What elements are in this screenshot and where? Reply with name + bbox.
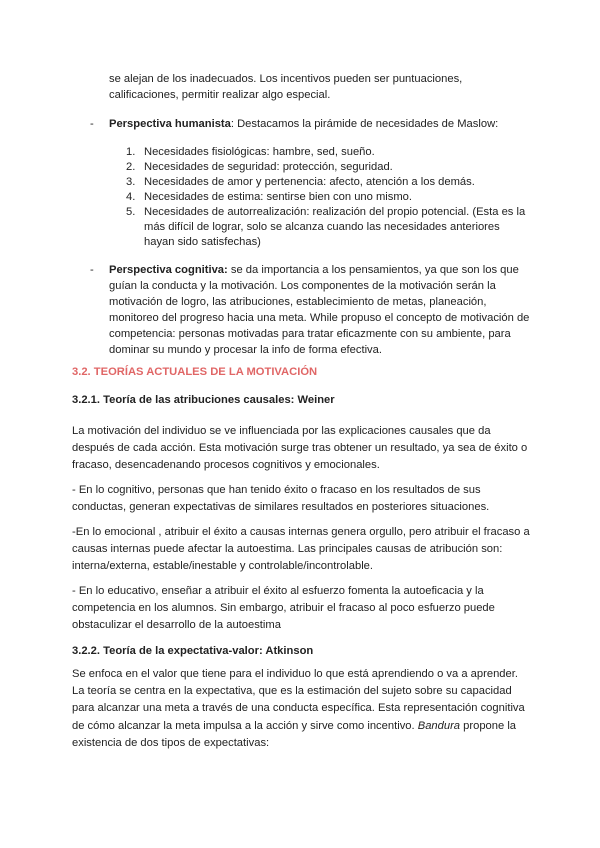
maslow-item-4: Necesidades de estima: sentirse bien con uno mismo. bbox=[144, 191, 413, 203]
sub2-line-1: Se enfoca en el valor que tiene para el individuo lo que está aprendiendo o va a aprender. bbox=[72, 668, 518, 680]
sub2-heading: 3.2.2. Teoría de la expectativa-valor: Atkinson bbox=[72, 645, 314, 657]
section-heading: 3.2. TEORÍAS ACTUALES DE LA MOTIVACIÓN bbox=[72, 366, 318, 378]
cognitiva-line-3: motivación de logro, las atribuciones, establecimiento de metas, planeación, bbox=[109, 296, 487, 308]
cognitiva-line-6: dominar su mundo y procesar la info de forma efectiva. bbox=[109, 344, 382, 356]
sub2-line-4-rest: propone la bbox=[460, 719, 517, 732]
sub1-paragraph-3 bbox=[72, 524, 532, 576]
sub1-p4-line-1: - En lo educativo, enseñar a atribuir el éxito al esfuerzo fomenta la autoeficacia y la bbox=[72, 585, 484, 597]
humanista-line bbox=[109, 116, 498, 132]
sub1-paragraph-1 bbox=[72, 423, 532, 475]
sub2-line-4-text: de cómo alcanzar la meta impulsa a la acción y sirve como incentivo. bbox=[72, 719, 415, 732]
sub1-p3-line-3: interna/externa, estable/inestable y controlable/incontrolable. bbox=[72, 560, 374, 573]
sub1-p2-line-1: - En lo cognitivo, personas que han tenido éxito o fracaso en los resultados de sus bbox=[72, 484, 481, 496]
humanista-bullet: - bbox=[90, 118, 94, 130]
sub2-line-5: existencia de dos tipos de expectativas: bbox=[72, 736, 270, 749]
maslow-item-3: Necesidades de amor y pertenencia: afecto, atención a los demás. bbox=[144, 176, 475, 188]
maslow-num-1: 1. bbox=[126, 146, 136, 158]
cognitiva-label: Perspectiva cognitiva: bbox=[109, 264, 228, 276]
humanista-text: : Destacamos la pirámide de necesidades de Maslow: bbox=[230, 118, 499, 130]
maslow-item-5-line-1: Necesidades de autorrealización: realización del propio potencial. (Esta es la bbox=[144, 206, 526, 218]
cognitiva-line-5: competencia: personas motivadas para tratar eficazmente con su ambiente, para bbox=[109, 328, 511, 340]
cognitiva-bullet: - bbox=[90, 264, 94, 276]
sub1-p1-line-1: La motivación del individuo se ve influenciada por las explicaciones causales que da bbox=[72, 425, 491, 437]
sub1-p3-line-2: causas internas puede afectar la autoestima. Las principales causas de atribución son: bbox=[72, 543, 503, 556]
maslow-num-2: 2. bbox=[126, 161, 136, 173]
maslow-item-1: Necesidades fisiológicas: hambre, sed, sueño. bbox=[144, 146, 375, 158]
cognitiva-first-rest: se da importancia a los pensamientos, ya que son los que bbox=[227, 264, 519, 276]
sub1-paragraph-2 bbox=[72, 482, 532, 516]
maslow-num-4: 4. bbox=[126, 191, 136, 203]
sub1-p3-line-1: -En lo emocional , atribuir el éxito a causas internas genera orgullo, pero atribuir el fracaso a bbox=[72, 526, 530, 538]
maslow-item-5-line-3: hayan sido satisfechas) bbox=[144, 236, 261, 248]
maslow-item-5-line-2: más difícil de lograr, solo se alcanza cuando las necesidades anteriores bbox=[144, 221, 500, 233]
sub2-line-2: La teoría se centra en la expectativa, que es la estimación del sujeto sobre su capacidad bbox=[72, 685, 512, 698]
sub2-line-4 bbox=[72, 718, 532, 735]
sub2-line-3: para alcanzar una meta a través de una conducta específica. Esta representación cognitiva bbox=[72, 702, 525, 715]
maslow-item-2: Necesidades de seguridad: protección, seguridad. bbox=[144, 161, 393, 173]
cognitiva-line-4: monitoreo del progreso hacia una meta. While propuso el concepto de motivación de bbox=[109, 312, 530, 324]
maslow-num-3: 3. bbox=[126, 176, 136, 188]
sub1-p4-line-3: obstaculizar el desarrollo de la autoestima bbox=[72, 619, 281, 632]
cognitiva-line-2: guían la conducta y la motivación. Los componentes de la motivación serán la bbox=[109, 280, 496, 292]
sub1-p2-line-2: conductas, generan expectativas de similares resultados en posteriores situaciones. bbox=[72, 501, 490, 514]
sub1-paragraph-4 bbox=[72, 583, 532, 635]
sub1-p1-line-2: después de cada acción. Esta motivación surge tras obtener un resultado, ya sea de éxito o bbox=[72, 442, 528, 455]
humanista-label: Perspectiva humanista bbox=[109, 118, 231, 130]
cognitiva-line-1 bbox=[109, 262, 519, 278]
intro-line-2: calificaciones, permitir realizar algo especial. bbox=[109, 89, 331, 101]
sub2-paragraph bbox=[72, 666, 532, 752]
sub1-p4-line-2: competencia en los alumnos. Sin embargo, atribuir el fracaso al poco esfuerzo puede bbox=[72, 602, 495, 615]
bandura-italic: Bandura bbox=[417, 719, 461, 732]
maslow-num-5: 5. bbox=[126, 206, 136, 218]
sub1-p1-line-3: fracaso, desencadenando procesos cognitivos y emocionales. bbox=[72, 459, 380, 472]
sub1-heading: 3.2.1. Teoría de las atribuciones causales: Weiner bbox=[72, 394, 335, 406]
intro-line-1: se alejan de los inadecuados. Los incentivos pueden ser puntuaciones, bbox=[109, 73, 463, 85]
